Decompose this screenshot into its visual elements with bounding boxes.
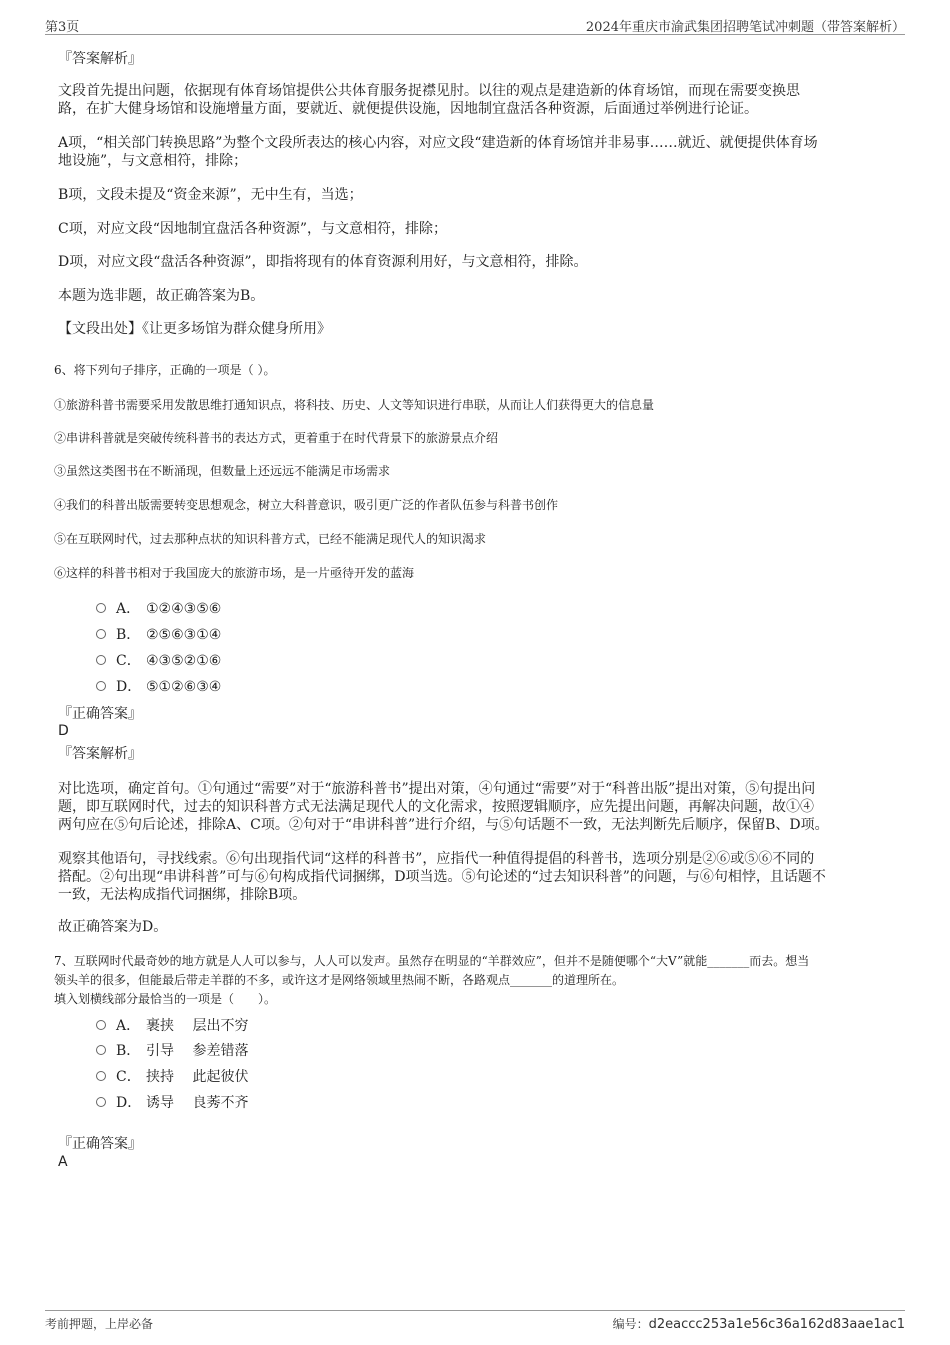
radio-icon[interactable] — [96, 681, 106, 691]
q7-option-a[interactable] — [96, 1017, 248, 1035]
option-letter: A． — [116, 601, 141, 617]
radio-icon[interactable] — [96, 1045, 106, 1055]
q7-stem — [54, 952, 809, 1009]
code-value: d2eaccc253a1e56c36a162d83aae1ac1 — [648, 1317, 905, 1332]
radio-icon[interactable] — [96, 1097, 106, 1107]
option-text: 裹挟 层出不穷 — [146, 1018, 249, 1034]
q6-option-a[interactable] — [96, 600, 221, 618]
q5-analysis-p6: 本题为选非题，故正确答案为B。 — [58, 288, 265, 304]
option-letter: C． — [116, 1069, 141, 1085]
text-line: 领头羊的很多，但能最后带走羊群的不多，或许这才是网络领域里热闹不断，各路观点_______的道理所在。 — [54, 973, 625, 987]
q5-analysis-p4: C项，对应文段“因地制宜盘活各种资源”，与文意相符，排除； — [58, 221, 448, 237]
radio-icon[interactable] — [96, 1071, 106, 1081]
text-line: 一致，无法构成指代词捆绑，排除B项。 — [58, 887, 307, 903]
q7-option-c[interactable] — [96, 1068, 248, 1086]
q5-analysis-label: 『答案解析』 — [58, 51, 142, 67]
option-text: 引导 参差错落 — [146, 1043, 249, 1059]
q6-analysis-label: 『答案解析』 — [58, 746, 142, 762]
option-letter: D． — [116, 1095, 142, 1111]
text-line: A项，“相关部门转换思路”为整个文段所表达的核心内容，对应文段“建造新的体育场馆并非易事……就近、就便提供体育场 — [58, 135, 818, 151]
q6-sentence-3: ③虽然这类图书在不断涌现，但数量上还远远不能满足市场需求 — [54, 464, 391, 478]
option-letter: B． — [116, 627, 141, 643]
text-line: 搭配。②句出现“串讲科普”可与⑥句构成指代词捆绑，D项当选。⑤句论述的“过去知识科普”的问题，与⑥句相悖，且话题不 — [58, 869, 826, 885]
q7-answer-label: 『正确答案』 — [58, 1136, 142, 1152]
q6-sentence-2: ②串讲科普就是突破传统科普书的表达方式，更着重于在时代背景下的旅游景点介绍 — [54, 431, 499, 445]
radio-icon[interactable] — [96, 629, 106, 639]
q7-option-d[interactable] — [96, 1094, 248, 1112]
text-line: 7、互联网时代最奇妙的地方就是人人可以参与，人人可以发声。虽然存在明显的“羊群效应”，但并不是随便哪个“大V”就能_______而去。想当 — [54, 954, 810, 968]
q6-stem: 6、将下列句子排序，正确的一项是（ ）。 — [54, 363, 276, 377]
option-letter: C． — [116, 653, 141, 669]
q7-answer: A — [58, 1154, 68, 1170]
q6-sentence-6: ⑥这样的科普书相对于我国庞大的旅游市场，是一片亟待开发的蓝海 — [54, 566, 415, 580]
option-letter: D． — [116, 679, 142, 695]
q6-option-d[interactable] — [96, 678, 221, 696]
option-text: 诱导 良莠不齐 — [146, 1095, 249, 1111]
q5-analysis-p2 — [58, 134, 818, 170]
code-label: 编号： — [612, 1317, 649, 1331]
q5-analysis-p3: B项，文段未提及“资金来源”，无中生有，当选； — [58, 187, 363, 203]
q6-answer: D — [58, 723, 69, 739]
page-header — [45, 14, 905, 35]
option-text: ④③⑤②①⑥ — [146, 653, 222, 669]
option-letter: A． — [116, 1018, 141, 1034]
q6-sentence-5: ⑤在互联网时代，过去那种点状的知识科普方式，已经不能满足现代人的知识渴求 — [54, 532, 487, 546]
text-line: 两句应在⑤句后论述，排除A、C项。②句对于“串讲科普”进行介绍，与⑤句话题不一致，无法判断先后顺序，保留B、D项。 — [58, 817, 829, 833]
option-text: 挟持 此起彼伏 — [146, 1069, 249, 1085]
radio-icon[interactable] — [96, 655, 106, 665]
text-line: 填入划横线部分最恰当的一项是（ ）。 — [54, 992, 277, 1006]
option-letter: B． — [116, 1043, 141, 1059]
document-code — [613, 1315, 905, 1332]
q5-analysis-p1 — [58, 82, 800, 118]
radio-icon[interactable] — [96, 1020, 106, 1030]
document-title: 2024年重庆市渝武集团招聘笔试冲刺题（带答案解析） — [585, 20, 905, 35]
text-line: 文段首先提出问题，依据现有体育场馆提供公共体育服务捉襟见肘。以往的观点是建造新的体育场馆，而现在需要变换思 — [58, 83, 800, 99]
option-text: ②⑤⑥③①④ — [146, 627, 222, 643]
text-line: 地设施”，与文意相符，排除； — [58, 153, 248, 169]
q6-sentence-1: ①旅游科普书需要采用发散思维打通知识点，将科技、历史、人文等知识进行串联，从而让人们获得更大的信息量 — [54, 398, 655, 412]
text-line: 对比选项，确定首句。①句通过“需要”对于“旅游科普书”提出对策，④句通过“需要”对于“科普出版”提出对策，⑤句提出问 — [58, 781, 816, 797]
q6-analysis-p3: 故正确答案为D。 — [58, 919, 168, 935]
text-line: 观察其他语句，寻找线索。⑥句出现指代词“这样的科普书”，应指代一种值得提倡的科普书，选项分别是②⑥或⑤⑥不同的 — [58, 851, 815, 867]
q6-answer-label: 『正确答案』 — [58, 706, 142, 722]
q6-sentence-4: ④我们的科普出版需要转变思想观念，树立大科普意识，吸引更广泛的作者队伍参与科普书创作 — [54, 498, 559, 512]
footer-slogan: 考前押题，上岸必备 — [45, 1317, 154, 1331]
q7-option-b[interactable] — [96, 1042, 248, 1060]
page-number: 第3页 — [45, 20, 80, 35]
page-footer — [45, 1310, 905, 1335]
option-text: ⑤①②⑥③④ — [146, 679, 222, 695]
radio-icon[interactable] — [96, 603, 106, 613]
text-line: 路，在扩大健身场馆和设施增量方面，要就近、就便提供设施，因地制宜盘活各种资源，后面通过举例进行论证。 — [58, 101, 758, 117]
q6-option-b[interactable] — [96, 626, 221, 644]
q6-analysis-p2 — [58, 850, 826, 904]
q5-analysis-p5: D项，对应文段“盘活各种资源”，即指将现有的体育资源利用好，与文意相符，排除。 — [58, 254, 588, 270]
q6-option-c[interactable] — [96, 652, 221, 670]
text-line: 题，即互联网时代，过去的知识科普方式无法满足现代人的文化需求，按照逻辑顺序，应先提出问题，再解决问题，故①④ — [58, 799, 814, 815]
q6-analysis-p1 — [58, 780, 829, 834]
q5-source: 【文段出处】《让更多场馆为群众健身所用》 — [58, 321, 331, 337]
option-text: ①②④③⑤⑥ — [146, 601, 222, 617]
